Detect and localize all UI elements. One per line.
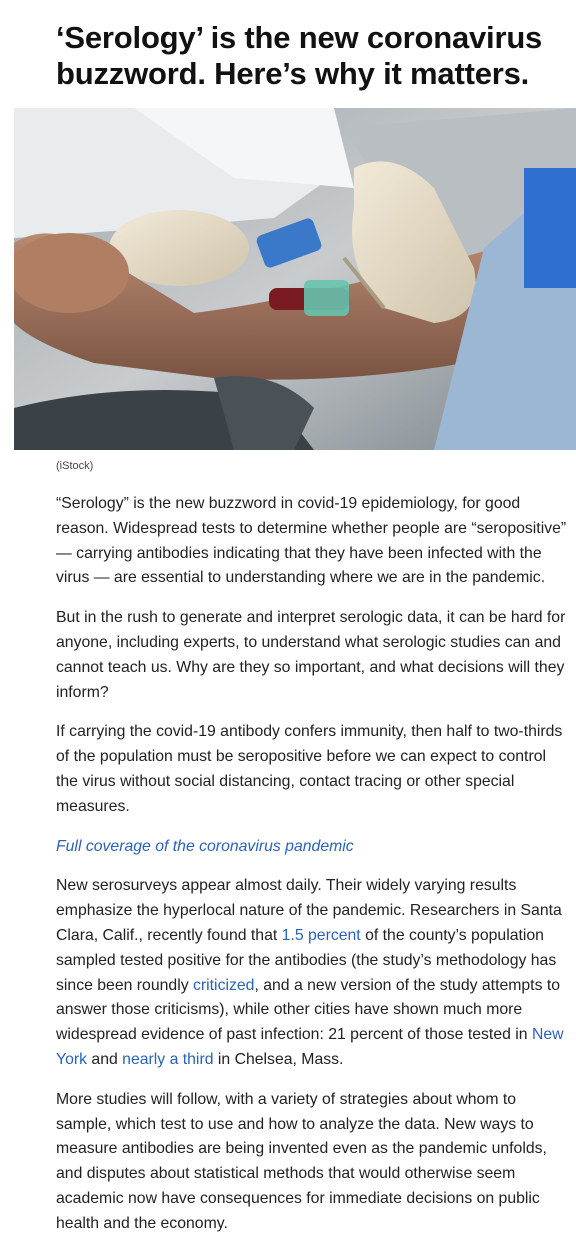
paragraph: If carrying the covid-19 antibody confers immunity, then half to two-thirds of the population must be seropositive before we can expect to control the virus without social distancing, contact tracing or other special measures. xyxy=(56,723,563,815)
link-criticized[interactable]: criticized xyxy=(193,976,255,994)
article-headline: ‘Serology’ is the new coronavirus buzzword. Here’s why it matters. xyxy=(56,20,543,91)
link-nearly-a-third[interactable]: nearly a third xyxy=(122,1050,214,1068)
paragraph-text: of the county’s population sampled tested positive for the antibodies (the study’s methodology has since been roundly xyxy=(56,926,557,994)
coverage-link[interactable]: Full coverage of the coronavirus pandemic xyxy=(56,837,354,855)
paragraph xyxy=(56,874,572,1072)
article-body xyxy=(56,492,572,1252)
blood-draw-photo-icon xyxy=(14,108,576,450)
link-new-york[interactable]: New York xyxy=(56,1026,564,1068)
paragraph-text: in Chelsea, Mass. xyxy=(213,1050,344,1068)
article-photo xyxy=(14,108,576,450)
image-credit: (iStock) xyxy=(56,460,94,472)
link-1-5-percent[interactable]: 1.5 percent xyxy=(281,926,361,944)
paragraph: More studies will follow, with a variety of strategies about whom to sample, which test to use and how to analyze the data. New ways to measure antibodies are being invented even as the pandemic unfolds, and disputes about statistical methods that would otherwise seem academic now have consequences for immediate decisions on public health and the economy. xyxy=(56,1090,547,1232)
paragraph: “Serology” is the new buzzword in covid-19 epidemiology, for good reason. Widespread tests to determine whether people are “seropositive” — carrying antibodies indicating that they have been infected with the virus — are essential to understanding where we are in the pandemic. xyxy=(56,495,567,587)
paragraph: But in the rush to generate and interpret serologic data, it can be hard for anyone, including experts, to understand what serologic studies can and cannot teach us. Why are they so important, and what decisions will they inform? xyxy=(56,609,566,701)
paragraph-text: and xyxy=(87,1050,123,1068)
paragraph-text: New serosurveys appear almost daily. Their widely varying results emphasize the hyperlocal nature of the pandemic. Researchers in Santa Clara, Calif., recently found that xyxy=(56,877,562,944)
paragraph-text: , and a new version of the study attempts to answer those criticisms), while other cities have shown much more widespread evidence of past infection: 21 percent of those tested in xyxy=(56,976,561,1044)
coverage-paragraph xyxy=(56,835,572,860)
